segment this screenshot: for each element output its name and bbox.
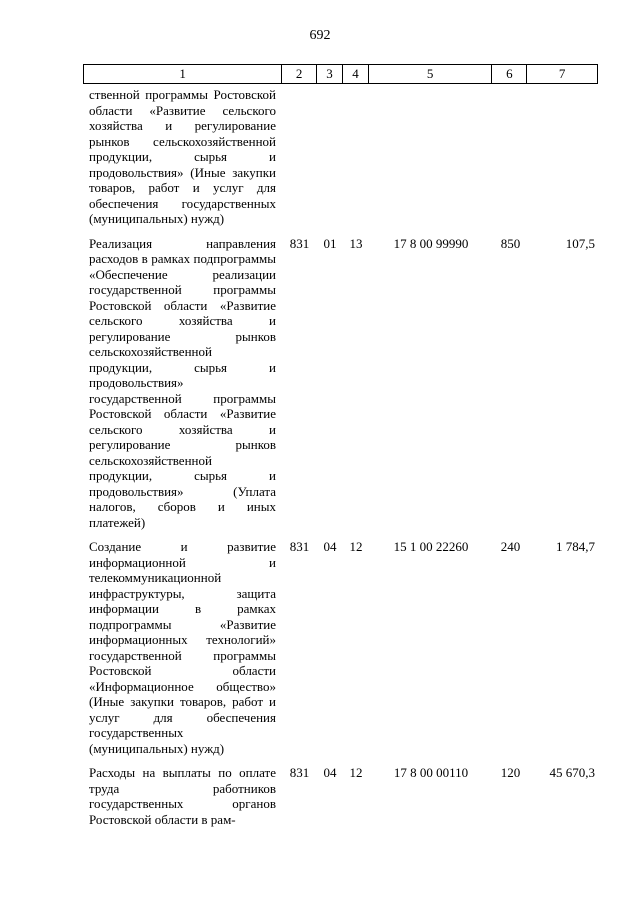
row-col-4: 13 <box>349 235 363 251</box>
table-row <box>83 87 598 227</box>
table-row <box>83 236 598 531</box>
row-col-6 <box>493 87 528 227</box>
page-number: 692 <box>309 28 331 43</box>
row-col-4: 12 <box>349 765 363 780</box>
row-col-6: 120 <box>500 765 521 780</box>
row-col-5: 17 8 00 99990 <box>393 235 469 251</box>
row-description: Реализация направления расходов в рамках подпрограммы «Обеспечение реализации государственной программы Ростовской области «Развитие сельского хозяйства и регулирование рынков сельскохозяйственной продукции, сырья и продовольствия» государственной программы Ростовской области «Развитие сельского хозяйства и регулирование рынков сельскохозяйственной продукции, сырья и продовольствия» (Уплата налогов, сборов и иных платежей) <box>89 235 276 530</box>
table-header <box>83 64 598 84</box>
row-description: ственной программы Ростовской области «Развитие сельского хозяйства и регулирование рынков сельскохозяйственной продукции, сырья и продовольствия» (Иные закупки товаров, работ и услуг для обеспечения государственных (муниципальных) нужд) <box>89 87 276 226</box>
row-col-4: 12 <box>349 539 363 554</box>
row-col-5 <box>369 87 493 227</box>
row-col-3: 04 <box>323 539 337 554</box>
row-col-3: 01 <box>323 235 337 251</box>
row-col-2: 831 <box>289 539 310 554</box>
row-col-2: 831 <box>289 235 310 251</box>
header-cell-7: 7 <box>558 66 566 81</box>
row-col-3: 04 <box>323 765 337 780</box>
header-cell-5: 5 <box>369 65 493 83</box>
row-col-5: 17 8 00 00110 <box>393 765 469 780</box>
header-cell-6: 6 <box>492 65 527 83</box>
row-col-2: 831 <box>289 765 310 780</box>
header-cell-2: 2 <box>282 65 317 83</box>
row-description: Создание и развитие информационной и телекоммуникационной инфраструктуры, защита информации в рамках подпрограммы «Развитие информационных технологий» государственной программы Ростовской области «Информационное общество» (Иные закупки товаров, работ и услуг для обеспечения государственных (муниципальных) нужд) <box>89 539 276 756</box>
row-col-6: 240 <box>500 539 521 554</box>
row-col-6: 850 <box>500 235 521 251</box>
header-cell-3: 3 <box>317 65 343 83</box>
row-description: Расходы на выплаты по оплате труда работников государственных органов Ростовской области в рам- <box>89 765 276 827</box>
row-amount: 107,5 <box>565 235 595 251</box>
row-amount: 1 784,7 <box>556 539 595 554</box>
header-cell-1: 1 <box>84 65 282 83</box>
header-cell-4: 4 <box>343 65 369 83</box>
row-col-4 <box>343 87 369 227</box>
row-col-3 <box>317 87 343 227</box>
row-amount: 45 670,3 <box>549 765 595 780</box>
table-row <box>83 765 598 827</box>
row-amount <box>528 87 598 227</box>
table-row <box>83 539 598 756</box>
table-body <box>83 87 598 836</box>
row-col-5: 15 1 00 22260 <box>393 539 469 554</box>
row-col-2 <box>282 87 317 227</box>
